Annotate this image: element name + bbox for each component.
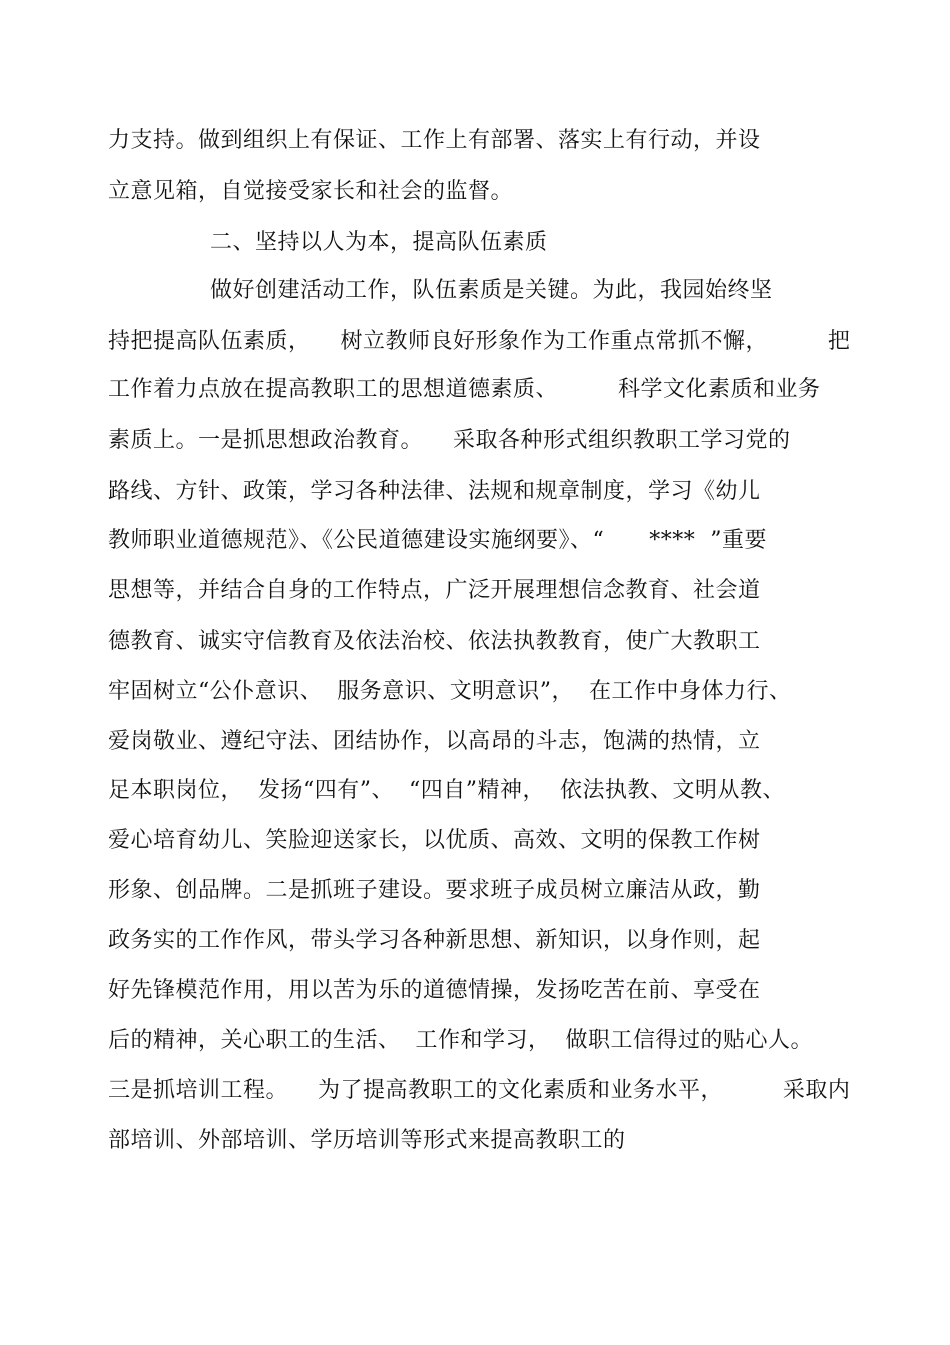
body-text-line: 力支持。做到组织上有保证、工作上有部署、落实上有行动，并设 (108, 128, 761, 153)
body-text-line: 后的精神，关心职工的生活、 工作和学习， 做职工信得过的贴心人。 (108, 1028, 813, 1053)
body-text-line: 政务实的工作作风，带头学习各种新思想、新知识，以身作则，起 (108, 928, 761, 953)
body-text-line: 德教育、诚实守信教育及依法治校、依法执教教育，使广大教职工 (108, 629, 761, 654)
body-text-line: 形象、创品牌。二是抓班子建设。要求班子成员树立廉洁从政，勤 (108, 878, 761, 903)
section-heading: 二、坚持以人为本，提高队伍素质 (210, 230, 548, 255)
body-text-line: 部培训、外部培训、学历培训等形式来提高教职工的 (108, 1128, 626, 1153)
body-text-line: 思想等，并结合自身的工作特点，广泛开展理想信念教育、社会道 (108, 578, 761, 603)
body-text-line: 三是抓培训工程。 为了提高教职工的文化素质和业务水平， 采取内 (108, 1078, 851, 1103)
paragraph-first-line: 做好创建活动工作，队伍素质是关键。为此，我园始终坚 (210, 278, 773, 303)
body-text-line: 好先锋模范作用，用以苦为乐的道德情操，发扬吃苦在前、享受在 (108, 978, 761, 1003)
body-text-line: 足本职岗位， 发扬“四有”、 “四自”精神， 依法执教、文明从教、 (108, 778, 785, 803)
body-text-line: 路线、方针、政策，学习各种法律、法规和规章制度，学习《幼儿 (108, 479, 761, 504)
body-text-line: 持把提高队伍素质， 树立教师良好形象作为工作重点常抓不懈， 把 (108, 329, 851, 354)
body-text-line: 牢固树立“公仆意识、 服务意识、文明意识”， 在工作中身体力行、 (108, 679, 792, 704)
body-text-line: 工作着力点放在提高教职工的思想道德素质、 科学文化素质和业务 (108, 377, 821, 402)
body-text-line: 立意见箱，自觉接受家长和社会的监督。 (108, 179, 514, 204)
body-text-line: 素质上。一是抓思想政治教育。 采取各种形式组织教职工学习党的 (108, 428, 791, 453)
body-text-line: 教师职业道德规范》、《公民道德建设实施纲要》、“ **** ”重要 (108, 528, 767, 553)
body-text-line: 爱心培育幼儿、笑脸迎送家长，以优质、高效、文明的保教工作树 (108, 828, 761, 853)
body-text-line: 爱岗敬业、遵纪守法、团结协作，以高昂的斗志，饱满的热情，立 (108, 729, 761, 754)
